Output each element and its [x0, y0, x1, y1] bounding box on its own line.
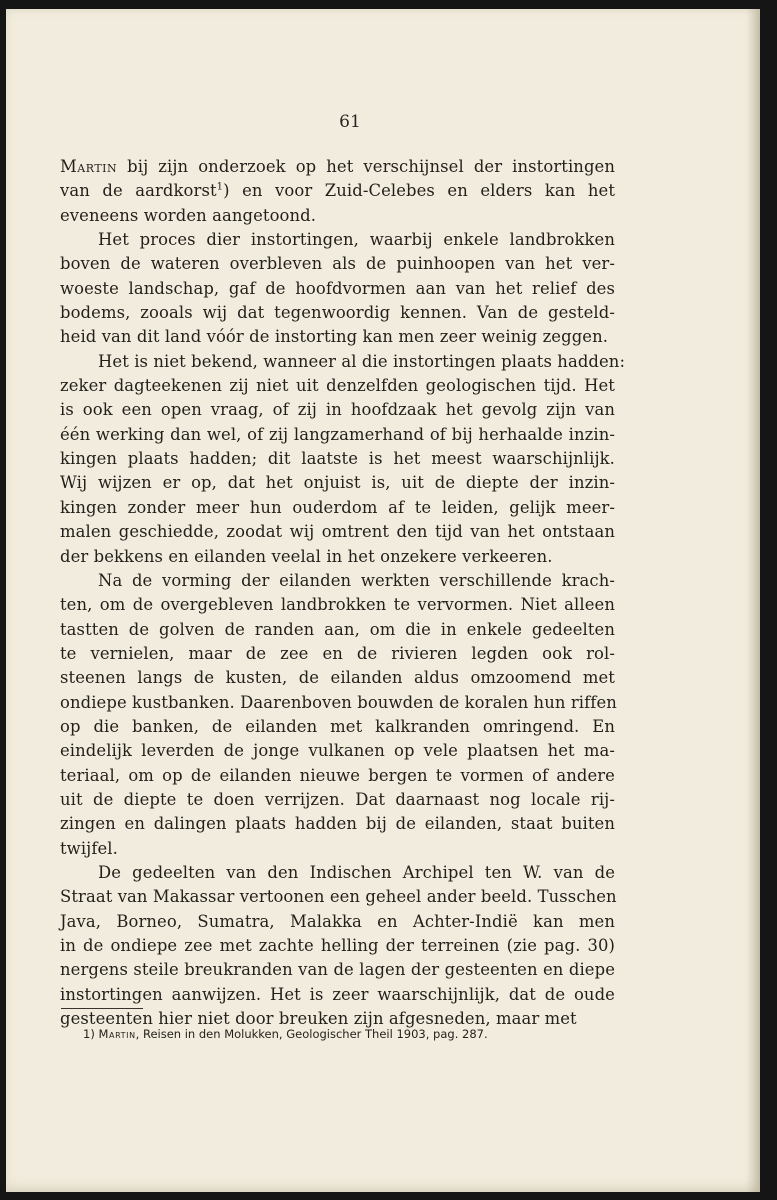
line-text: Na de vorming der eilanden werkten verschillende krach-	[98, 570, 615, 590]
text-line	[60, 179, 615, 203]
text-line	[60, 569, 615, 593]
line-text: één werking dan wel, of zij langzamerhand of bij herhaalde inzin-	[60, 424, 615, 444]
text-line	[60, 471, 615, 495]
text-line	[60, 715, 615, 739]
text-line	[60, 642, 615, 666]
line-text: van de aardkorst	[60, 181, 217, 201]
page-edge-shadow	[746, 9, 760, 1192]
line-text: boven de wateren overbleven als de puinhoopen van het ver-	[60, 254, 615, 274]
text-line	[60, 861, 615, 885]
text-line	[60, 618, 615, 642]
text-line	[60, 423, 615, 447]
text-line	[60, 350, 626, 374]
text-line	[60, 325, 615, 349]
text-line	[60, 301, 615, 325]
footnote	[83, 1027, 488, 1041]
line-text: Het is niet bekend, wanneer al die instortingen plaats hadden:	[98, 351, 626, 371]
text-line	[60, 691, 615, 715]
line-text: instortingen aanwijzen. Het is zeer waarschijnlijk, dat de oude	[60, 984, 615, 1004]
footnote-author: Martin	[98, 1027, 136, 1041]
line-text: De gedeelten van den Indischen Archipel ten W. van de	[98, 862, 615, 882]
line-text: zeker dagteekenen zij niet uit denzelfden geologischen tijd. Het	[60, 376, 615, 396]
line-text-continued: ) en voor Zuid-Celebes en elders kan het	[223, 181, 616, 201]
line-text: steenen langs de kusten, de eilanden aldus omzoomend met	[60, 668, 615, 688]
line-text: op die banken, de eilanden met kalkranden omringend. En	[60, 716, 615, 736]
text-line	[60, 228, 615, 252]
footnote-reference: 1	[216, 181, 224, 193]
line-text: zingen en dalingen plaats hadden bij de eilanden, staat buiten	[60, 814, 615, 834]
line-text: Straat van Makassar vertoonen een geheel ander beeld. Tusschen	[60, 887, 617, 907]
line-text: Wij wijzen er op, dat het onjuist is, uit de diepte der inzin-	[60, 473, 615, 493]
line-text: ten, om de overgebleven landbrokken te vervormen. Niet alleen	[60, 595, 615, 615]
text-line	[60, 958, 615, 982]
line-text: der bekkens en eilanden veelal in het onzekere verkeeren.	[60, 546, 553, 566]
line-text: Het proces dier instortingen, waarbij enkele landbrokken	[98, 230, 615, 250]
line-text: uit de diepte te doen verrijzen. Dat daarnaast nog locale rij-	[60, 789, 615, 809]
line-text: gesteenten hier niet door breuken zijn afgesneden, maar met	[60, 1009, 577, 1029]
text-line	[60, 520, 615, 544]
text-line	[60, 885, 615, 909]
text-line	[60, 204, 615, 228]
line-text: eindelijk leverden de jonge vulkanen op vele plaatsen het ma-	[60, 741, 615, 761]
text-line	[60, 374, 615, 398]
line-text: eveneens worden aangetoond.	[60, 205, 317, 225]
line-text: malen geschiedde, zoodat wij omtrent den tijd van het ontstaan	[60, 522, 615, 542]
line-text: is ook een open vraag, of zij in hoofdzaak het gevolg zijn van	[60, 400, 615, 420]
text-line	[60, 788, 615, 812]
line-text: nergens steile breukranden van de lagen der gesteenten en diepe	[60, 960, 615, 980]
page-number: 61	[339, 112, 361, 132]
line-text: Java, Borneo, Sumatra, Malakka en Achter-Indië kan men	[60, 911, 615, 931]
text-line	[60, 812, 615, 836]
text-line	[60, 666, 615, 690]
line-text: te vernielen, maar de zee en de rivieren legden ook rol-	[60, 643, 615, 663]
text-line	[60, 764, 615, 788]
text-line	[60, 910, 615, 934]
text-line	[60, 277, 615, 301]
footnote-marker: 1)	[83, 1027, 95, 1041]
text-line	[60, 934, 615, 958]
line-text: tastten de golven de randen aan, om die in enkele gedeelten	[60, 619, 615, 639]
line-text: bij zijn onderzoek op het verschijnsel der instortingen	[117, 157, 615, 176]
line-text: teriaal, om op de eilanden nieuwe bergen te vormen of andere	[60, 765, 615, 785]
line-text: kingen plaats hadden; dit laatste is het meest waarschijnlijk.	[60, 449, 615, 469]
text-line	[60, 155, 615, 179]
text-line	[60, 545, 615, 569]
line-text: kingen zonder meer hun ouderdom af te leiden, gelijk meer-	[60, 497, 615, 517]
line-text: heid van dit land vóór de instorting kan men zeer weinig zeggen.	[60, 327, 609, 347]
footnote-separator	[61, 1008, 143, 1009]
book-page	[6, 9, 760, 1192]
text-line	[60, 398, 615, 422]
text-line	[60, 447, 615, 471]
text-line	[60, 739, 615, 763]
text-line	[60, 837, 615, 861]
line-text: ondiepe kustbanken. Daarenboven bouwden de koralen hun riffen	[60, 692, 617, 712]
text-line	[60, 593, 615, 617]
text-line	[60, 252, 615, 276]
author-name: Martin	[60, 157, 118, 176]
line-text: woeste landschap, gaf de hoofdvormen aan van het relief des	[60, 278, 615, 298]
line-text: bodems, zooals wij dat tegenwoordig kennen. Van de gesteld-	[60, 303, 615, 323]
text-line	[60, 496, 615, 520]
text-line	[60, 983, 615, 1007]
line-text: twijfel.	[60, 838, 118, 858]
footnote-text: , Reisen in den Molukken, Geologischer Theil 1903, pag. 287.	[135, 1027, 488, 1041]
body-text	[60, 155, 626, 1031]
line-text: in de ondiepe zee met zachte helling der terreinen (zie pag. 30)	[60, 936, 615, 955]
